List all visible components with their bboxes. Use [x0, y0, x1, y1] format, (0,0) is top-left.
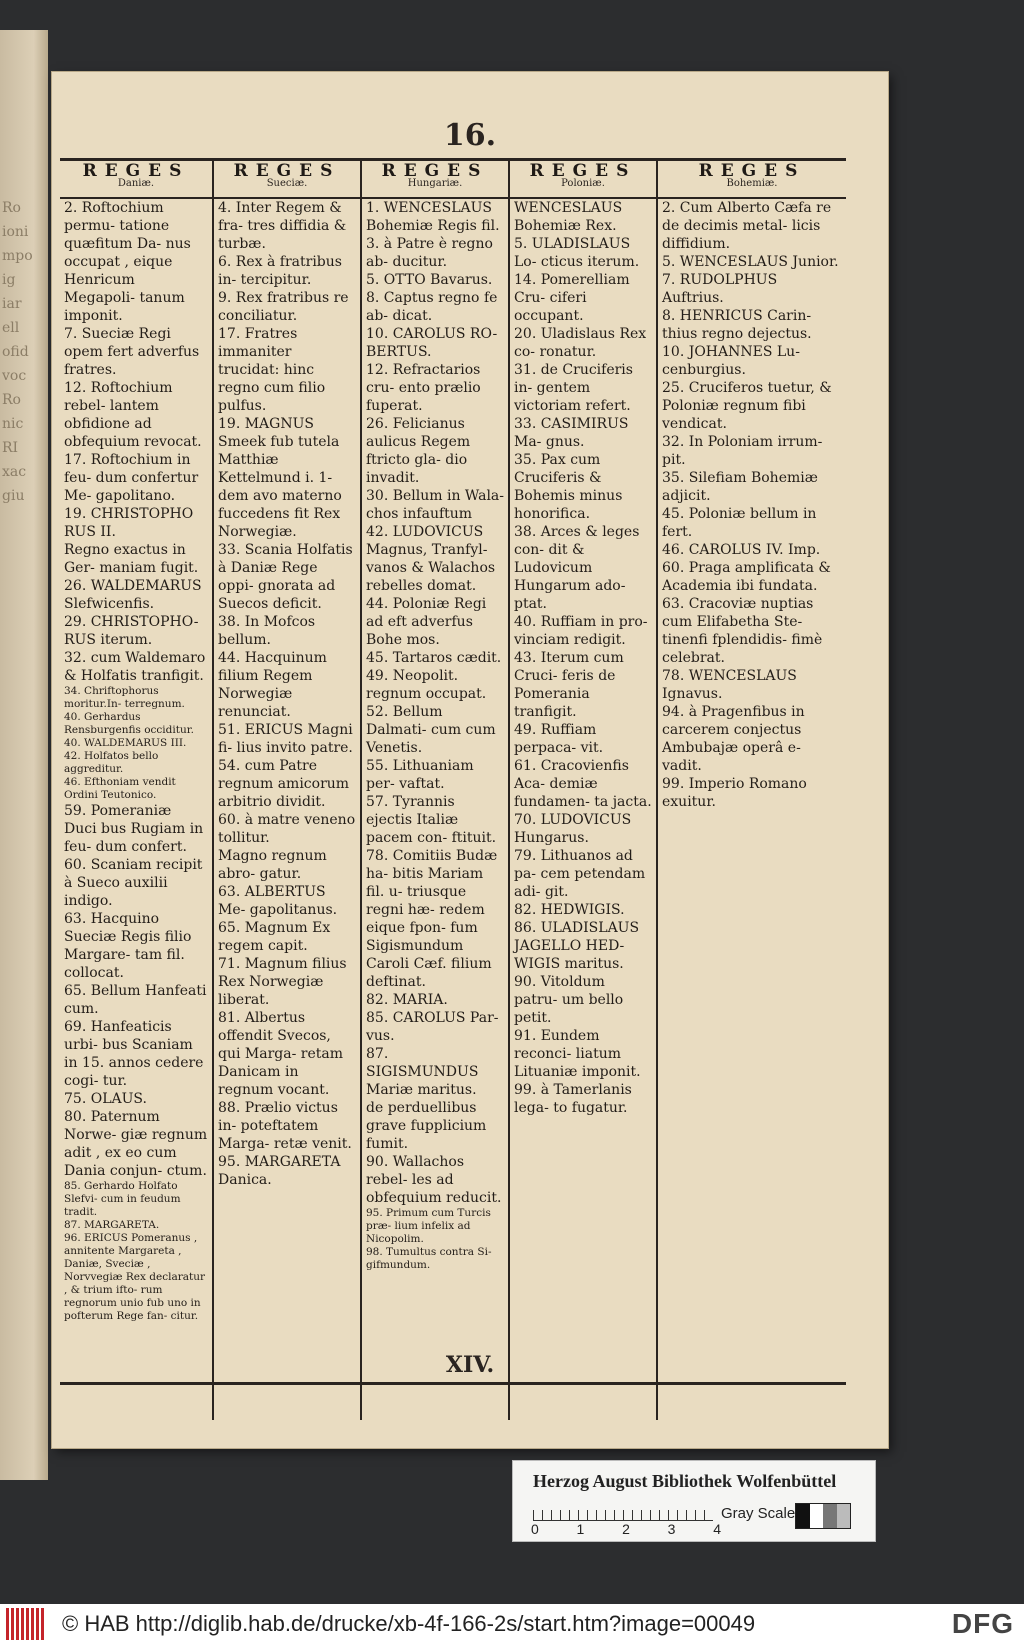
entry: 78. Comitiis Budæ ha- bitis Mariam fil. u- triusque regni hæ- redem eique fpon- fum Sigismundum Caroli Cæf. filium deftinat.	[366, 848, 498, 990]
entry: 82. HEDWIGIS.	[514, 902, 625, 918]
strip-fragment: giu	[2, 488, 25, 504]
bottom-rule	[60, 1382, 846, 1385]
entry: de perduellibus grave fupplicium fumit.	[366, 1100, 487, 1152]
entry: 90. Vitoldum patru- um bello petit.	[514, 974, 624, 1026]
entry: 19. MAGNUS Smeek fub tutela Matthiæ Kettelmund i. 1- dem avo materno fuccedens fit Rex Norwegiæ.	[218, 416, 342, 540]
entry: 7. Sueciæ Regi opem fert adverfus fratres.	[64, 326, 200, 378]
entry: WENCESLAUS Bohemiæ Rex.	[514, 200, 623, 234]
column-hungariae	[360, 161, 508, 1420]
strip-fragment: Ro	[2, 200, 21, 216]
scale-number: 3	[667, 1521, 676, 1537]
column-heading: REGES	[381, 161, 489, 181]
entry: 91. Eundem reconci- liatum Lituaniæ imponit.	[514, 1028, 641, 1080]
entry: 71. Magnum filius Rex Norwegiæ liberat.	[218, 956, 347, 1008]
entry: 57. Tyrannis ejectis Italiæ pacem con- ftituit.	[366, 794, 497, 846]
entry: 49. Neopolit. regnum occupat.	[366, 668, 487, 702]
entry: 42. Holfatos bello aggreditur.	[64, 750, 159, 775]
column-header	[214, 161, 360, 199]
entry: 96. ERICUS Pomeranus , annitente Margareta , Daniæ, Sveciæ , Norvvegiæ Rex declaratur , & trium ifto- rum regnorum unio fub uno in pofterum Rege fan- citur.	[64, 1232, 205, 1322]
strip-fragment: Ro	[2, 392, 21, 408]
entry: 90. Wallachos rebel- les ad obfequium reducit.	[366, 1154, 502, 1206]
column-subheading: Hungariæ.	[407, 178, 463, 189]
column-poloniae	[508, 161, 656, 1420]
entry: 82. MARIA.	[366, 992, 448, 1008]
entry: 65. Bellum Hanfeati cum.	[64, 983, 207, 1017]
entry: 19. CHRISTOPHO RUS II.	[64, 506, 194, 540]
gray-scale-label: Gray Scale	[721, 1505, 796, 1522]
entry: 60. à matre veneno tollitur.	[218, 812, 356, 846]
column-subheading: Daniæ.	[117, 178, 155, 189]
entry: 40. Gerhardus Rensburgenfis occiditur.	[64, 711, 194, 736]
column-header	[658, 161, 846, 199]
strip-fragment: voc	[2, 368, 27, 384]
gray-scale-swatches	[795, 1503, 851, 1529]
entry: 99. Imperio Romano exuitur.	[662, 776, 807, 810]
entry: 65. Magnum Ex regem capit.	[218, 920, 331, 954]
entry: 26. WALDEMARUS Slefwicenfis.	[64, 578, 202, 612]
entry: 46. CAROLUS IV. Imp.	[662, 542, 821, 558]
entry: 85. CAROLUS Par- vus.	[366, 1010, 499, 1044]
column-header	[60, 161, 212, 199]
entry: 38. Arces & leges con- dit & Ludovicum Hungarum ado- ptat.	[514, 524, 640, 612]
entry: 3. à Patre è regno ab- ducitur.	[366, 236, 493, 270]
scale-ruler	[533, 1501, 713, 1521]
column-heading: REGES	[233, 161, 341, 181]
entry: 60. Praga amplificata & Academia ibi fundata.	[662, 560, 831, 594]
entry: 75. OLAUS.	[64, 1091, 147, 1107]
column-body	[658, 199, 846, 811]
entry: 79. Lithuanos ad pa- cem petendam adi- git.	[514, 848, 646, 900]
strip-fragment: ofid	[2, 344, 29, 360]
entry: 35. Pax cum Cruciferis & Bohemis minus honorifica.	[514, 452, 623, 522]
column-heading: REGES	[82, 161, 190, 181]
column-body	[214, 199, 360, 1189]
entry: 85. Gerhardo Holfato Slefvi- cum in feudum tradit.	[64, 1180, 181, 1218]
entry: 12. Refractarios cru- ento prælio fuperat.	[366, 362, 481, 414]
document-page	[52, 72, 888, 1448]
column-header	[362, 161, 508, 199]
entry: 20. Uladislaus Rex co- ronatur.	[514, 326, 647, 360]
entry: 17. Fratres immaniter trucidat: hinc regno cum filio pulfus.	[218, 326, 326, 414]
column-header	[510, 161, 656, 199]
entry: 38. In Mofcos bellum.	[218, 614, 316, 648]
entry: 10. CAROLUS RO- BERTUS.	[366, 326, 498, 360]
entry: 94. à Pragenfibus in carcerem conjectus Ambubajæ operâ e- vadit.	[662, 704, 805, 774]
entry: 51. ERICUS Magni fi- lius invito patre.	[218, 722, 353, 756]
entry: 5. ULADISLAUS Lo- cticus iterum.	[514, 236, 640, 270]
entry: 95. MARGARETA Danica.	[218, 1154, 341, 1188]
column-bohemiae	[656, 161, 846, 1420]
entry: 6. Rex à fratribus in- tercipitur.	[218, 254, 342, 288]
column-subheading: Poloniæ.	[561, 178, 605, 189]
footer-source-link[interactable]: © HAB http://diglib.hab.de/drucke/xb-4f-166-2s/start.htm?image=00049	[62, 1611, 756, 1636]
entry: 81. Albertus offendit Svecos, qui Marga- retam Danicam in regnum vocant.	[218, 1010, 343, 1098]
entry: 63. Cracoviæ nuptias cum Elifabetha Ste- tinenfi fplendidis- fimè celebrat.	[662, 596, 823, 666]
entry: 33. Scania Holfatis à Daniæ Rege oppi- gnorata ad Suecos deficit.	[218, 542, 353, 612]
entry: 63. ALBERTUS Me- gapolitanus.	[218, 884, 338, 918]
entry: 34. Chriftophorus moritur.In- terregnum.	[64, 685, 185, 710]
entry: 2. Cum Alberto Cæfa re de decimis metal- licis diffidium.	[662, 200, 832, 252]
entry: 61. Cracovienfis Aca- demiæ fundamen- ta jacta.	[514, 758, 652, 810]
entry: 43. Iterum cum Cruci- feris de Pomerania tranfigit.	[514, 650, 624, 720]
strip-fragment: ig	[2, 272, 16, 288]
entry: 52. Bellum Dalmati- cum cum Venetis.	[366, 704, 496, 756]
entry: 45. Poloniæ bellum in fert.	[662, 506, 817, 540]
entry: 59. Pomeraniæ Duci bus Rugiam in feu- dum confert.	[64, 803, 204, 855]
adjacent-page-strip	[0, 30, 48, 1480]
entry: 87. MARGARETA.	[64, 1219, 160, 1231]
strip-fragment: mpo	[2, 248, 33, 264]
entry: 55. Lithuaniam per- vaftat.	[366, 758, 474, 792]
entry: 5. WENCESLAUS Junior.	[662, 254, 839, 270]
signature-mark: XIV.	[445, 1352, 495, 1378]
entry: 99. à Tamerlanis lega- to fugatur.	[514, 1082, 632, 1116]
entry: 63. Hacquino Sueciæ Regis filio Margare- tam fil. collocat.	[64, 911, 192, 981]
entry: 46. Efthoniam vendit Ordini Teutonico.	[64, 776, 176, 801]
strip-fragment: ioni	[2, 224, 29, 240]
entry: 14. Pomerelliam Cru- ciferi occupant.	[514, 272, 630, 324]
column-body	[60, 199, 212, 1323]
column-heading: REGES	[529, 161, 637, 181]
entry: 44. Hacquinum filium Regem Norwegiæ renunciat.	[218, 650, 327, 720]
column-daniae	[60, 161, 212, 1420]
entry: 30. Bellum in Wala- chos infauftum	[366, 488, 505, 522]
column-body	[362, 199, 508, 1272]
strip-fragment: xac	[2, 464, 27, 480]
page-number: 16.	[443, 118, 497, 153]
hab-logo-icon	[6, 1608, 46, 1640]
scale-number: 4	[713, 1521, 721, 1537]
entry: 4. Inter Regem & fra- tres diffidia & turbæ.	[218, 200, 347, 252]
entry: 8. Captus regno fe ab- dicat.	[366, 290, 498, 324]
entry: 7. RUDOLPHUS Auftrius.	[662, 272, 778, 306]
entry: 88. Prælio victus in- poteftatem Marga- retæ venit.	[218, 1100, 352, 1152]
entry: 87. SIGISMUNDUS Mariæ maritus.	[366, 1046, 479, 1098]
scale-numbers	[531, 1521, 721, 1537]
entry: 35. Silefiam Bohemiæ adjicit.	[662, 470, 818, 504]
entry: 49. Ruffiam perpaca- vit.	[514, 722, 604, 756]
entry: 54. cum Patre regnum amicorum arbitrio dividit.	[218, 758, 350, 810]
color-calibration-card	[512, 1460, 876, 1542]
entry: Magno regnum abro- gatur.	[218, 848, 327, 882]
entry: 98. Tumultus contra Si- gifmundum.	[366, 1246, 492, 1271]
entry: Regno exactus in Ger- maniam fugit.	[64, 542, 199, 576]
entry: 26. Felicianus aulicus Regem ftricto gla- dio invadit.	[366, 416, 471, 486]
entry: 32. In Poloniam irrum- pit.	[662, 434, 823, 468]
entry: 40. Ruffiam in pro- vinciam redigit.	[514, 614, 648, 648]
entry: 78. WENCESLAUS Ignavus.	[662, 668, 797, 702]
entry: 31. de Cruciferis in- gentem victoriam refert.	[514, 362, 633, 414]
strip-fragment: RI	[2, 440, 19, 456]
entry: 8. HENRICUS Carin- thius regno dejectus.	[662, 308, 812, 342]
column-body	[510, 199, 656, 1117]
entry: 1. WENCESLAUS Bohemiæ Regis fil.	[366, 200, 500, 234]
strip-fragment: iar	[2, 296, 22, 312]
strip-fragment: ell	[2, 320, 20, 336]
entry: 70. LUDOVICUS Hungarus.	[514, 812, 632, 846]
entry: 32. cum Waldemaro & Holfatis tranfigit.	[64, 650, 206, 684]
dfg-logo: DFG	[951, 1608, 1014, 1639]
entry: 33. CASIMIRUS Ma- gnus.	[514, 416, 629, 450]
entry: 60. Scaniam recipit à Sueco auxilii indigo.	[64, 857, 203, 909]
entry: 5. OTTO Bavarus.	[366, 272, 493, 288]
entry: 9. Rex fratribus re conciliatur.	[218, 290, 349, 324]
institution-name: Herzog August Bibliothek Wolfenbüttel	[533, 1471, 837, 1491]
entry: 69. Hanfeaticis urbi- bus Scaniam in 15. annos cedere cogi- tur.	[64, 1019, 204, 1089]
footer-bar	[0, 1604, 1024, 1644]
entry: 86. ULADISLAUS JAGELLO HED- WIGIS maritus.	[514, 920, 640, 972]
entry: 40. WALDEMARUS III.	[64, 737, 187, 749]
entry: 42. LUDOVICUS Magnus, Tranfyl- vanos & Walachos rebelles domat.	[366, 524, 496, 594]
scale-number: 1	[576, 1521, 585, 1537]
entry: 12. Roftochium rebel- lantem obfidione ad obfequium revocat.	[64, 380, 202, 450]
scale-number: 2	[622, 1521, 630, 1537]
entry: 25. Cruciferos tuetur, & Poloniæ regnum fibi vendicat.	[662, 380, 832, 432]
entry: 17. Roftochium in feu- dum confertur Me- gapolitano.	[64, 452, 199, 504]
strip-fragment: nic	[2, 416, 24, 432]
entry: 95. Primum cum Turcis præ- lium infelix ad Nicopolim.	[366, 1207, 491, 1245]
entry: 29. CHRISTOPHO- RUS iterum.	[64, 614, 199, 648]
column-sueciae	[212, 161, 360, 1420]
reges-table	[60, 158, 846, 1420]
scale-number: 0	[531, 1521, 539, 1537]
column-subheading: Sueciæ.	[266, 178, 308, 189]
column-heading: REGES	[698, 161, 806, 181]
entry: 2. Roftochium permu- tatione quæfitum Da- nus occupat , eique Henricum Megapoli- tanum imponit.	[64, 200, 191, 324]
entry: 10. JOHANNES Lu- cenburgius.	[662, 344, 800, 378]
entry: 44. Poloniæ Regi ad eft adverfus Bohe mos.	[366, 596, 487, 648]
entry: 80. Paternum Norwe- giæ regnum adit , ex eo cum Dania conjun- ctum.	[64, 1109, 208, 1179]
entry: 45. Tartaros cædit.	[366, 650, 502, 666]
column-subheading: Bohemiæ.	[726, 178, 778, 189]
